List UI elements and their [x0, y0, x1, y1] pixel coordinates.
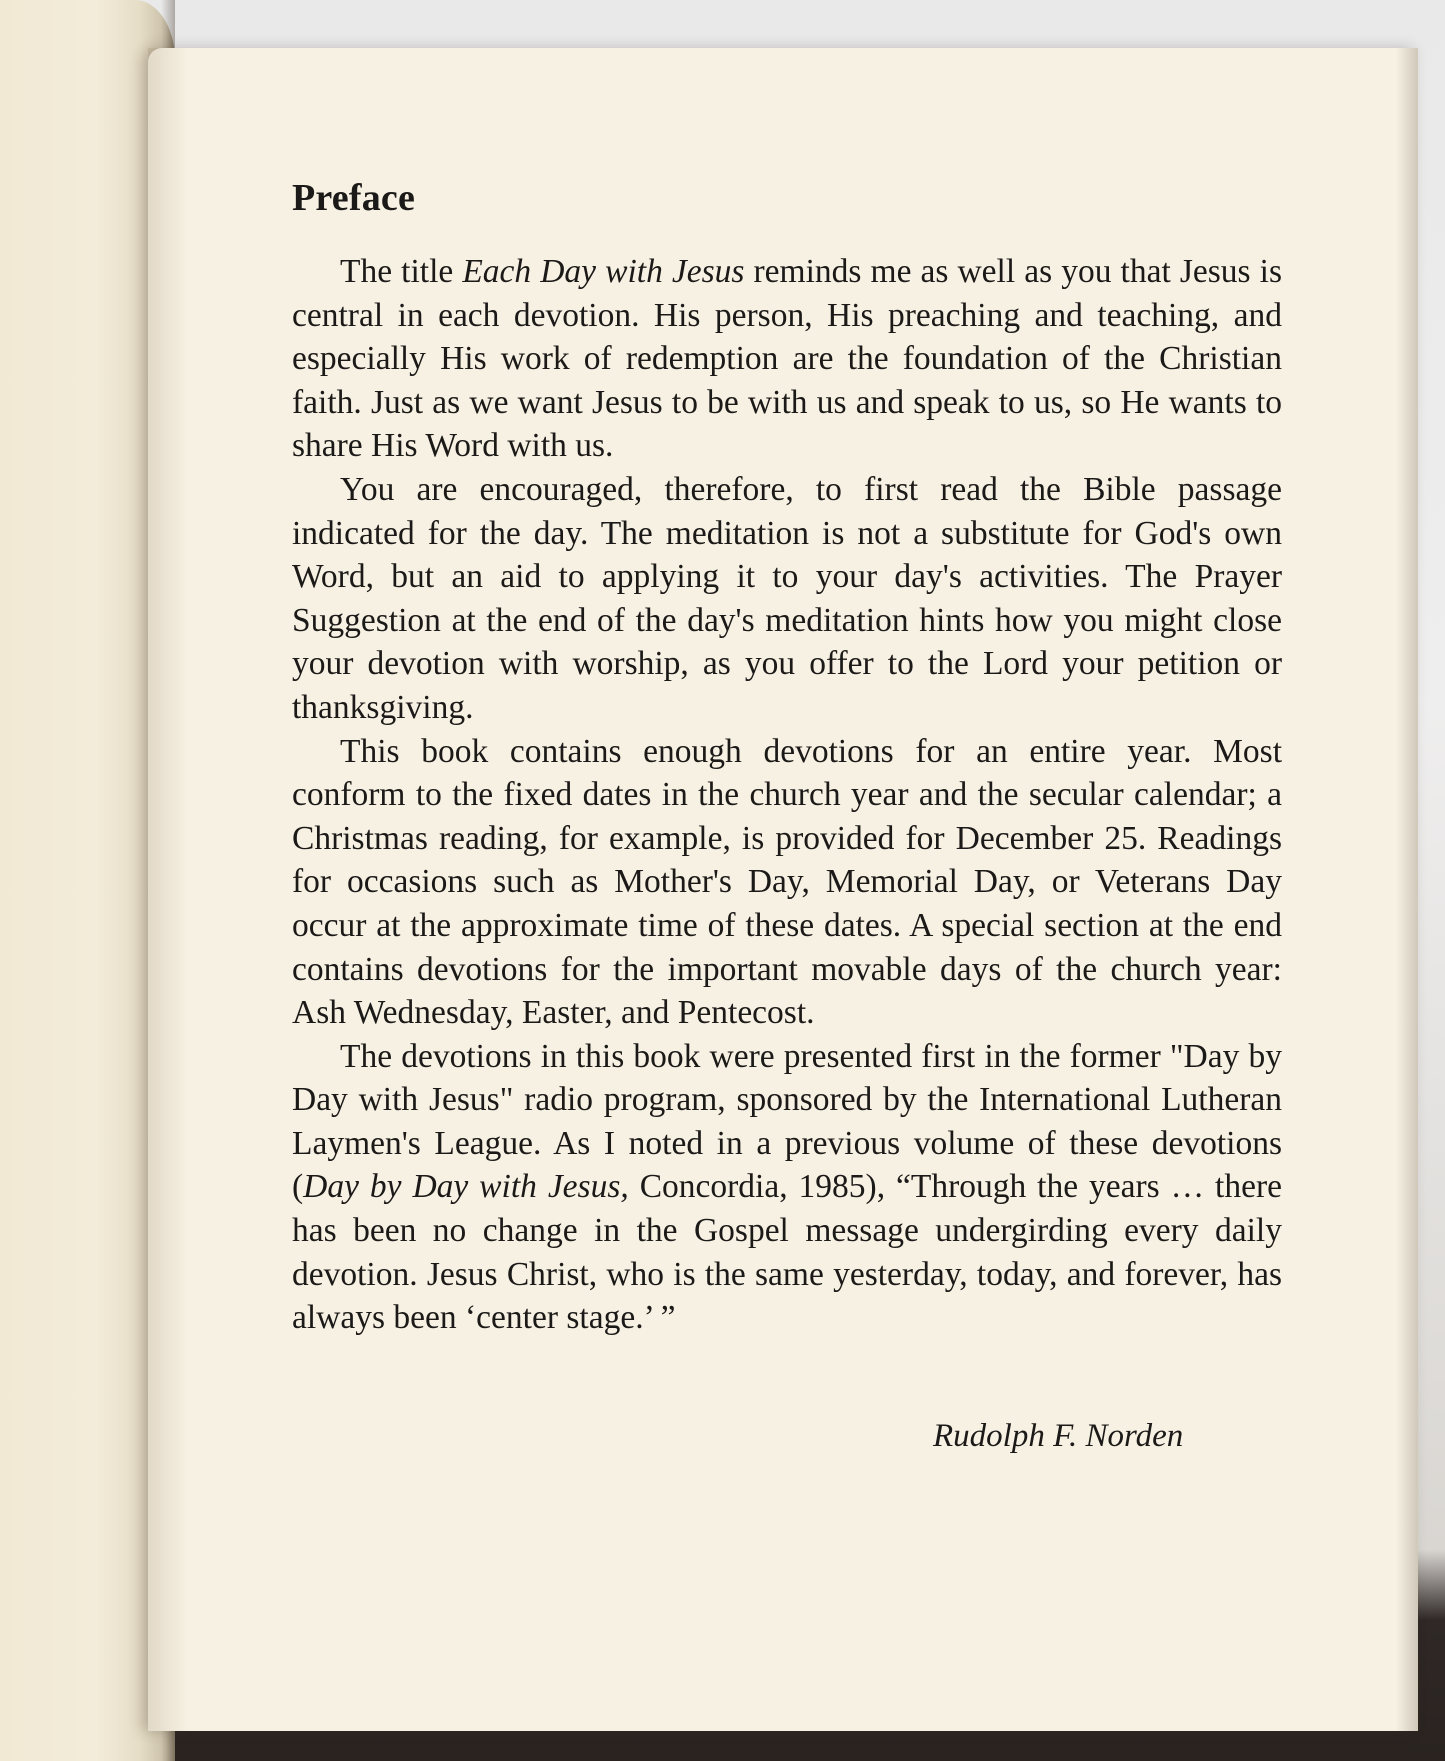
paragraph-4 [292, 1035, 1282, 1340]
book-title-italic: Each Day with Jesus [462, 253, 745, 290]
page-title: Preface [292, 177, 416, 219]
book-page [148, 48, 1418, 1731]
page-edge-shadow [1396, 48, 1418, 1731]
paragraph-4-text-a: The devotions in this book were presented first in the former "Day by Day with Jesus" radio program, sponsored by the International Lutheran Laymen's League. As I noted in a previous volume of these devotions ( [292, 1037, 1282, 1206]
previous-volume-italic: Day by Day with Jesus, [303, 1168, 629, 1206]
paragraph-4-text-b: Concordia, 1985), “Through the years … there has been no change in the Gospel message undergirding every daily devotion. Jesus Christ, who is the same yesterday, today, and forever, has always been ‘center stage.’ ” [292, 1168, 1283, 1337]
author-signature: Rudolph F. Norden [933, 1418, 1184, 1454]
paragraph-2: You are encouraged, therefore, to first read the Bible passage indicated for the day. The meditation is not a substitute for God's own Word, but an aid to applying it to your day's activities. The Prayer Suggestion at the end of the day's meditation hints how you might close your devotion with worship, as you offer to the Lord your petition or thanksgiving. [292, 470, 1282, 726]
paragraph-1-text-b: reminds me as well as you that Jesus is central in each devotion. His person, His preaching and teaching, and especially His work of redemption are the foundation of the Christian faith. Just as we want Jesus to be with us and speak to us, so He wants to share His Word with us. [292, 253, 1282, 465]
page-content [292, 176, 1282, 1340]
paragraph-1 [292, 250, 1282, 468]
paragraph-1-text-a: The title [340, 253, 463, 290]
paragraph-3: This book contains enough devotions for an entire year. Most conform to the fixed dates in the church year and the secular calendar; a Christmas reading, for example, is provided for December 25. Readings for occasions such as Mother's Day, Memorial Day, or Veterans Day occur at the approximate time of these dates. A special section at the end contains devotions for the important movable days of the church year: Ash Wednesday, Easter, and Pentecost. [292, 732, 1282, 1032]
